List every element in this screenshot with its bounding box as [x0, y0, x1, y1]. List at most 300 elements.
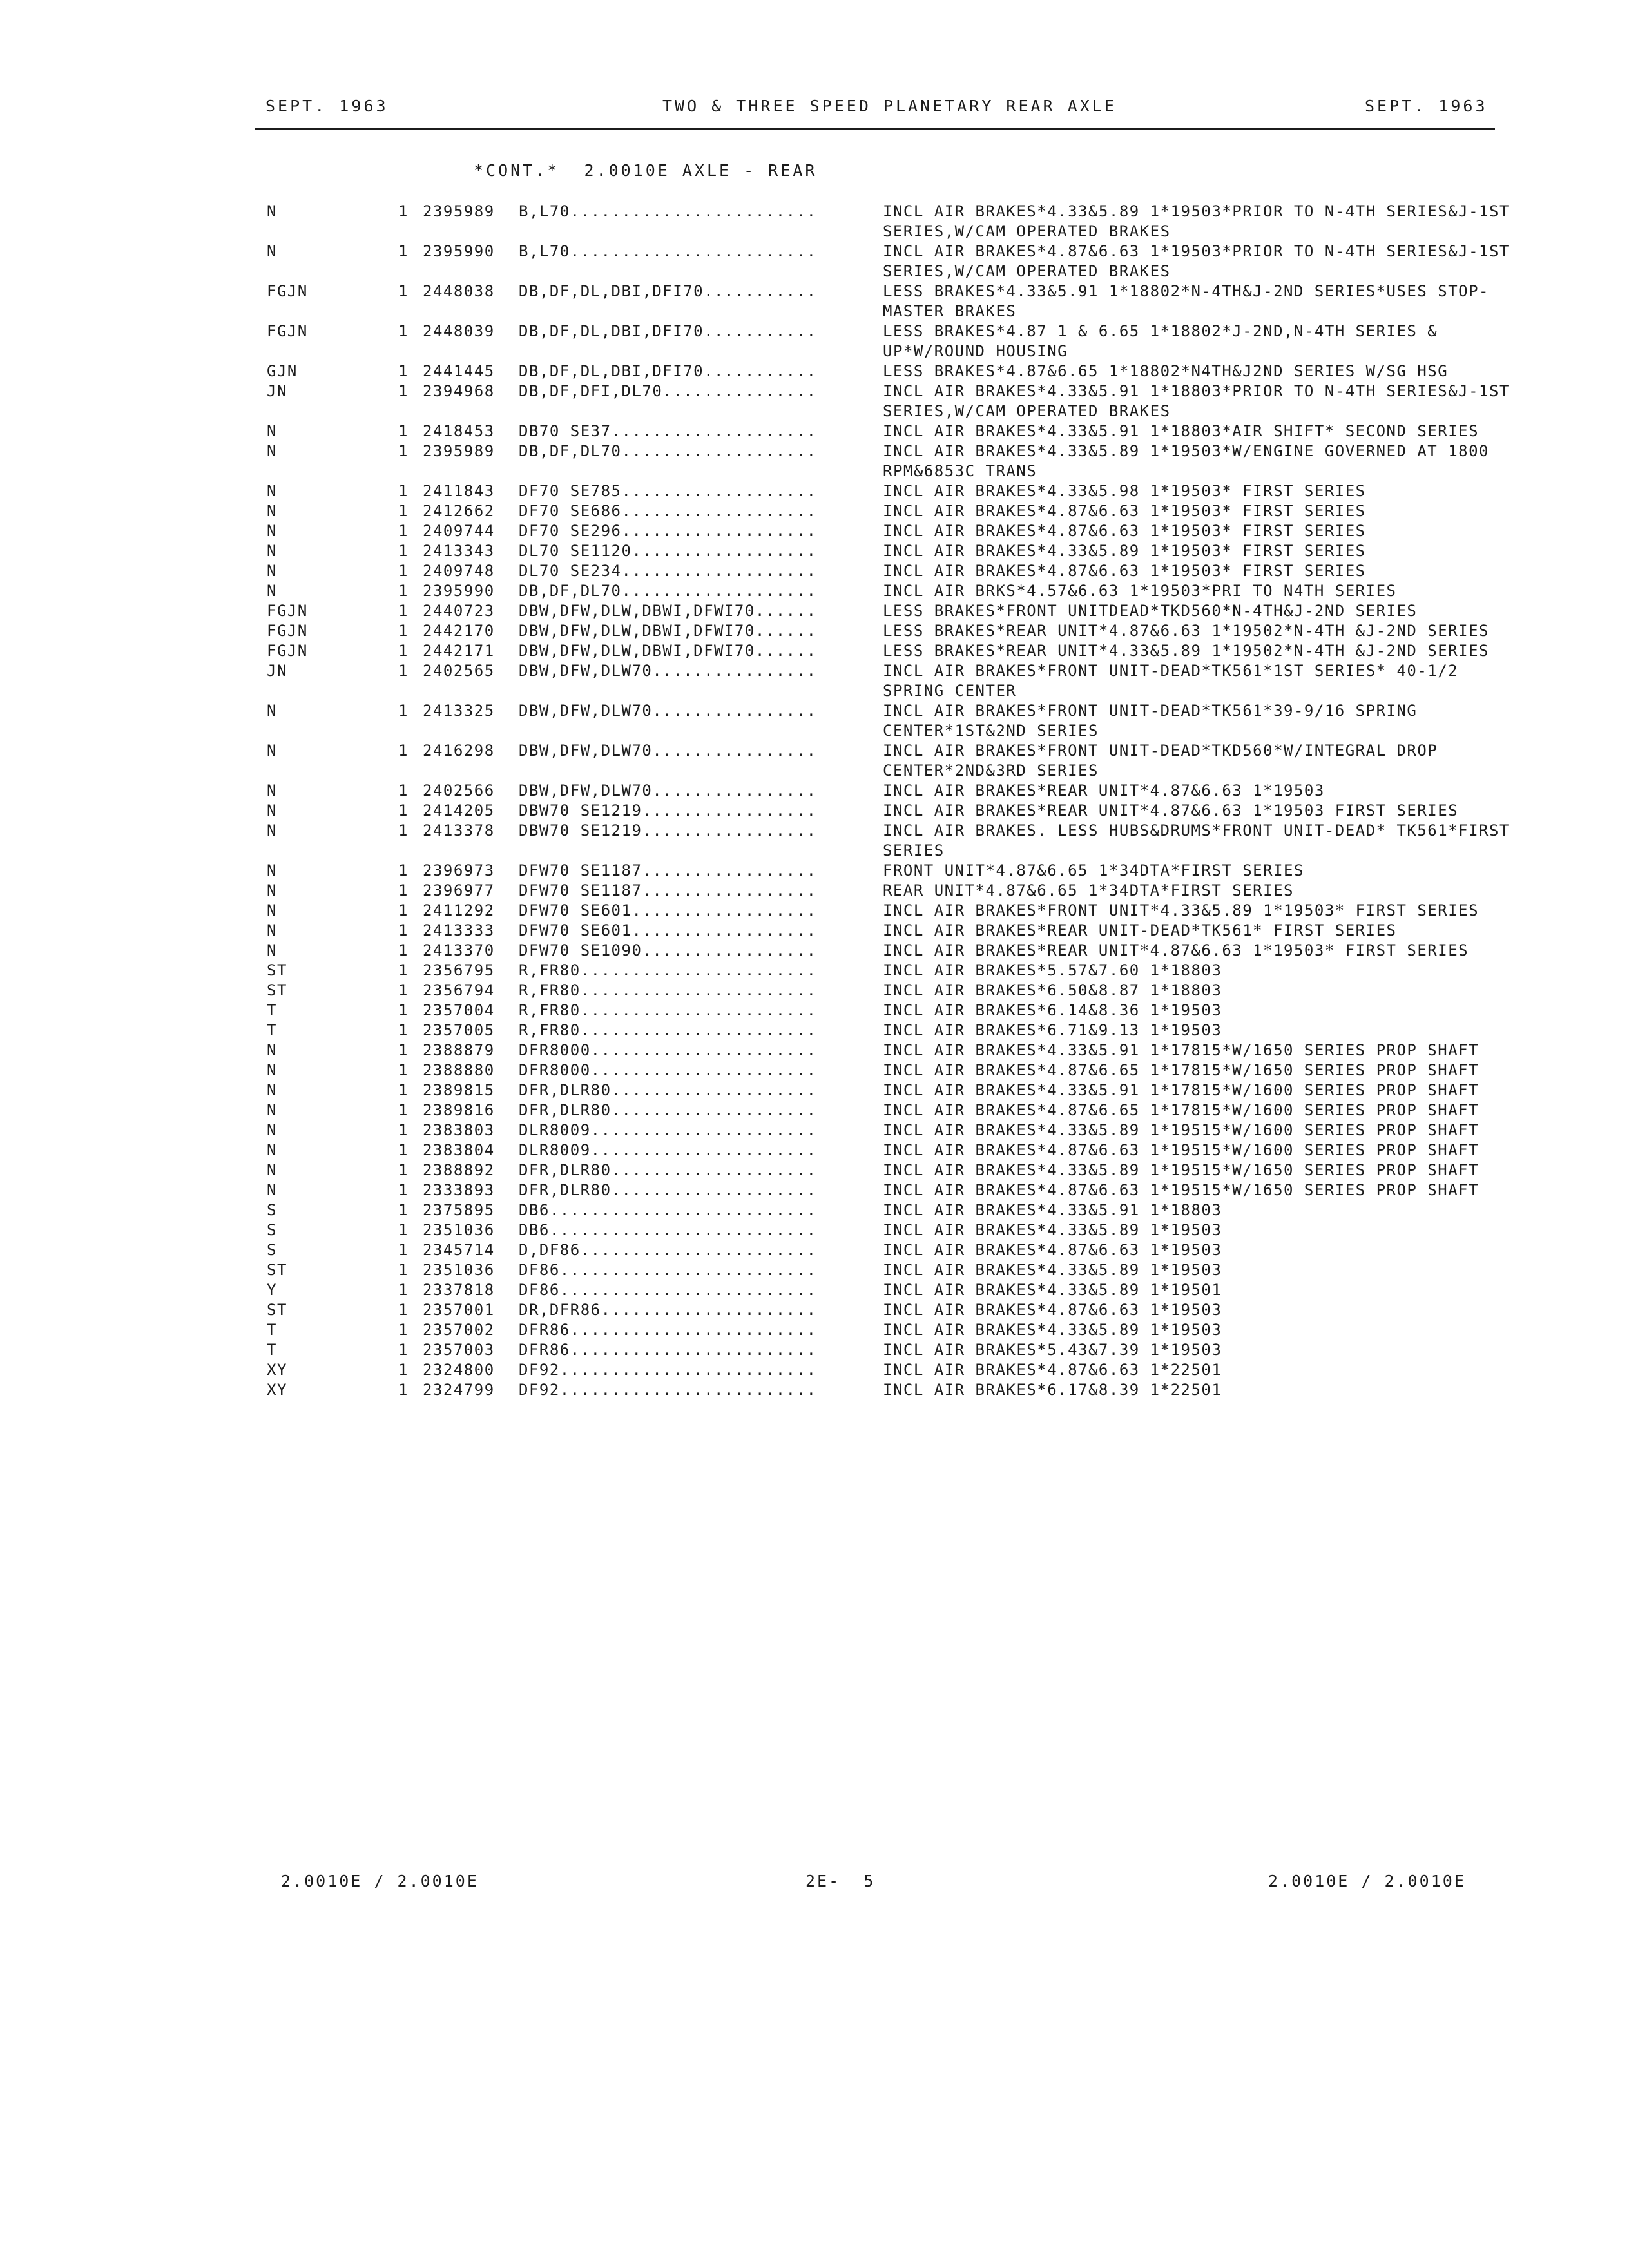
row-description: INCL AIR BRAKES*4.33&5.89 1*19503: [883, 1261, 1222, 1279]
row-model: DL70 SE1120..................: [519, 542, 817, 560]
table-row: [0, 981, 1629, 1001]
row-description: LESS BRAKES*REAR UNIT*4.87&6.63 1*19502*N-4TH &J-2ND SERIES: [883, 622, 1490, 640]
row-quantity: 1: [398, 702, 409, 720]
header-title: TWO & THREE SPEED PLANETARY REAR AXLE: [662, 97, 1117, 115]
row-part-number: 2395989: [423, 202, 495, 220]
row-code: N: [267, 562, 277, 580]
table-row: [0, 1200, 1629, 1220]
row-part-number: 2396977: [423, 881, 495, 899]
row-code: N: [267, 582, 277, 600]
row-model: R,FR80.......................: [519, 1001, 817, 1019]
row-quantity: 1: [398, 782, 409, 800]
row-description: INCL AIR BRAKES*4.33&5.91 1*17815*W/1600 SERIES PROP SHAFT: [883, 1081, 1480, 1099]
row-model: DF92.........................: [519, 1381, 817, 1399]
row-part-number: 2357003: [423, 1341, 495, 1359]
row-description: INCL AIR BRAKES*6.71&9.13 1*19503: [883, 1021, 1222, 1039]
section-title: *CONT.* 2.0010E AXLE - REAR: [474, 161, 818, 180]
table-row: [0, 581, 1629, 601]
row-model: DB6..........................: [519, 1201, 817, 1219]
row-quantity: 1: [398, 1201, 409, 1219]
row-quantity: 1: [398, 202, 409, 220]
row-model: DBW,DFW,DLW70................: [519, 782, 817, 800]
row-description: INCL AIR BRKS*4.57&6.63 1*19503*PRI TO N4TH SERIES: [883, 582, 1397, 600]
row-description: INCL AIR BRAKES*5.57&7.60 1*18803: [883, 961, 1222, 979]
table-row: [0, 1041, 1629, 1061]
row-part-number: 2396973: [423, 861, 495, 879]
parts-list: [0, 202, 1629, 1400]
row-description: LESS BRAKES*4.87 1 & 6.65 1*18802*J-2ND,N-4TH SERIES & UP*W/ROUND HOUSING: [883, 322, 1449, 360]
row-model: DR,DFR86.....................: [519, 1301, 817, 1319]
row-quantity: 1: [398, 482, 409, 500]
row-model: DFR,DLR80....................: [519, 1101, 817, 1119]
table-row: [0, 1240, 1629, 1260]
row-description: INCL AIR BRAKES*4.87&6.63 1*19503* FIRST SERIES: [883, 502, 1366, 520]
row-quantity: 1: [398, 1361, 409, 1379]
row-model: DB,DF,DFI,DL70...............: [519, 382, 817, 400]
table-row: [0, 941, 1629, 961]
row-description: INCL AIR BRAKES*4.87&6.63 1*19503: [883, 1241, 1222, 1259]
footer-right: 2.0010E / 2.0010E: [1268, 1872, 1466, 1890]
row-quantity: 1: [398, 1041, 409, 1059]
row-code: ST: [267, 961, 287, 979]
row-part-number: 2383803: [423, 1121, 495, 1139]
row-code: N: [267, 702, 277, 720]
row-model: DB,DF,DL70...................: [519, 582, 817, 600]
row-part-number: 2389815: [423, 1081, 495, 1099]
row-code: JN: [267, 662, 287, 680]
table-row: [0, 961, 1629, 981]
row-code: N: [267, 1041, 277, 1059]
row-description: REAR UNIT*4.87&6.65 1*34DTA*FIRST SERIES: [883, 881, 1294, 899]
row-code: T: [267, 1321, 277, 1339]
row-part-number: 2395990: [423, 582, 495, 600]
row-description: INCL AIR BRAKES*4.87&6.63 1*19515*W/1650 SERIES PROP SHAFT: [883, 1181, 1480, 1199]
table-row: [0, 501, 1629, 521]
row-model: DF86.........................: [519, 1281, 817, 1299]
row-part-number: 2412662: [423, 502, 495, 520]
row-part-number: 2442170: [423, 622, 495, 640]
row-code: N: [267, 822, 277, 840]
row-model: DF92.........................: [519, 1361, 817, 1379]
row-part-number: 2402565: [423, 662, 495, 680]
table-row: [0, 1061, 1629, 1081]
table-row: [0, 601, 1629, 621]
row-part-number: 2411843: [423, 482, 495, 500]
row-quantity: 1: [398, 802, 409, 820]
row-code: N: [267, 941, 277, 959]
header-date-right: SEPT. 1963: [1365, 97, 1488, 115]
row-quantity: 1: [398, 1181, 409, 1199]
row-part-number: 2441445: [423, 362, 495, 380]
row-description: INCL AIR BRAKES*4.33&5.89 1*19503: [883, 1221, 1222, 1239]
row-code: N: [267, 242, 277, 260]
row-code: T: [267, 1341, 277, 1359]
row-part-number: 2413343: [423, 542, 495, 560]
row-quantity: 1: [398, 1161, 409, 1179]
row-quantity: 1: [398, 822, 409, 840]
table-row: [0, 521, 1629, 541]
row-model: DBW70 SE1219.................: [519, 822, 817, 840]
table-row: [0, 481, 1629, 501]
row-model: DFW70 SE1187.................: [519, 861, 817, 879]
row-code: N: [267, 742, 277, 760]
table-row: [0, 1340, 1629, 1360]
table-row: [0, 901, 1629, 921]
row-model: DFW70 SE1090.................: [519, 941, 817, 959]
row-code: N: [267, 861, 277, 879]
row-part-number: 2411292: [423, 901, 495, 919]
row-quantity: 1: [398, 1101, 409, 1119]
row-description: INCL AIR BRAKES*6.17&8.39 1*22501: [883, 1381, 1222, 1399]
row-quantity: 1: [398, 382, 409, 400]
row-quantity: 1: [398, 921, 409, 939]
row-description: INCL AIR BRAKES*4.87&6.63 1*19503* FIRST SERIES: [883, 562, 1366, 580]
row-description: FRONT UNIT*4.87&6.65 1*34DTA*FIRST SERIES: [883, 861, 1304, 879]
row-description: INCL AIR BRAKES*4.33&5.89 1*19515*W/1650 SERIES PROP SHAFT: [883, 1161, 1480, 1179]
row-part-number: 2448039: [423, 322, 495, 340]
row-code: ST: [267, 1261, 287, 1279]
row-description: INCL AIR BRAKES*FRONT UNIT-DEAD*TK561*39-9/16 SPRING CENTER*1ST&2ND SERIES: [883, 702, 1428, 740]
row-quantity: 1: [398, 502, 409, 520]
row-part-number: 2388880: [423, 1061, 495, 1079]
row-description: INCL AIR BRAKES*4.33&5.89 1*19503*PRIOR TO N-4TH SERIES&J-1ST SERIES,W/CAM OPERATED BRAKES: [883, 202, 1520, 240]
row-code: N: [267, 1161, 277, 1179]
row-part-number: 2395990: [423, 242, 495, 260]
row-code: S: [267, 1201, 277, 1219]
row-part-number: 2413370: [423, 941, 495, 959]
table-row: [0, 541, 1629, 561]
table-row: [0, 322, 1629, 361]
row-part-number: 2413378: [423, 822, 495, 840]
row-part-number: 2416298: [423, 742, 495, 760]
table-row: [0, 921, 1629, 941]
table-row: [0, 1220, 1629, 1240]
row-part-number: 2395989: [423, 442, 495, 460]
row-model: DBW,DFW,DLW70................: [519, 742, 817, 760]
row-part-number: 2413325: [423, 702, 495, 720]
row-code: N: [267, 502, 277, 520]
row-part-number: 2442171: [423, 642, 495, 660]
row-quantity: 1: [398, 961, 409, 979]
table-row: [0, 821, 1629, 861]
row-part-number: 2383804: [423, 1141, 495, 1159]
row-part-number: 2418453: [423, 422, 495, 440]
row-part-number: 2351036: [423, 1221, 495, 1239]
row-description: INCL AIR BRAKES*FRONT UNIT*4.33&5.89 1*19503* FIRST SERIES: [883, 901, 1480, 919]
row-code: N: [267, 1101, 277, 1119]
table-row: [0, 801, 1629, 821]
row-part-number: 2357004: [423, 1001, 495, 1019]
row-code: FGJN: [267, 322, 308, 340]
row-description: INCL AIR BRAKES*4.87&6.63 1*19503*PRIOR TO N-4TH SERIES&J-1ST SERIES,W/CAM OPERATED BRAKES: [883, 242, 1520, 280]
row-code: N: [267, 1141, 277, 1159]
table-row: [0, 1260, 1629, 1280]
row-model: R,FR80.......................: [519, 981, 817, 999]
row-model: DBW,DFW,DLW,DBWI,DFWI70......: [519, 602, 817, 620]
table-row: [0, 1021, 1629, 1041]
row-quantity: 1: [398, 1021, 409, 1039]
row-code: N: [267, 422, 277, 440]
row-quantity: 1: [398, 422, 409, 440]
row-description: INCL AIR BRAKES*5.43&7.39 1*19503: [883, 1341, 1222, 1359]
row-description: INCL AIR BRAKES*4.33&5.89 1*19515*W/1600 SERIES PROP SHAFT: [883, 1121, 1480, 1139]
row-code: S: [267, 1221, 277, 1239]
row-code: T: [267, 1001, 277, 1019]
table-row: [0, 701, 1629, 741]
row-part-number: 2357001: [423, 1301, 495, 1319]
row-code: FGJN: [267, 622, 308, 640]
row-code: XY: [267, 1381, 287, 1399]
row-model: DFW70 SE601..................: [519, 921, 817, 939]
table-row: [0, 1140, 1629, 1160]
row-quantity: 1: [398, 1281, 409, 1299]
row-quantity: 1: [398, 881, 409, 899]
row-description: INCL AIR BRAKES*4.33&5.91 1*18803*PRIOR TO N-4TH SERIES&J-1ST SERIES,W/CAM OPERATED BRAKES: [883, 382, 1520, 420]
row-description: INCL AIR BRAKES*4.87&6.63 1*19515*W/1600 SERIES PROP SHAFT: [883, 1141, 1480, 1159]
row-part-number: 2413333: [423, 921, 495, 939]
row-description: INCL AIR BRAKES*6.14&8.36 1*19503: [883, 1001, 1222, 1019]
row-model: DBW,DFW,DLW,DBWI,DFWI70......: [519, 642, 817, 660]
row-model: DBW,DFW,DLW,DBWI,DFWI70......: [519, 622, 817, 640]
row-quantity: 1: [398, 1321, 409, 1339]
row-quantity: 1: [398, 582, 409, 600]
row-model: DFR,DLR80....................: [519, 1161, 817, 1179]
row-description: INCL AIR BRAKES*6.50&8.87 1*18803: [883, 981, 1222, 999]
row-quantity: 1: [398, 622, 409, 640]
row-model: DFR8000......................: [519, 1041, 817, 1059]
row-description: INCL AIR BRAKES*4.87&6.65 1*17815*W/1650 SERIES PROP SHAFT: [883, 1061, 1480, 1079]
row-quantity: 1: [398, 362, 409, 380]
row-description: LESS BRAKES*4.87&6.65 1*18802*N4TH&J2ND SERIES W/SG HSG: [883, 362, 1449, 380]
row-model: B,L70........................: [519, 242, 817, 260]
row-quantity: 1: [398, 1241, 409, 1259]
row-quantity: 1: [398, 522, 409, 540]
row-model: DFR8000......................: [519, 1061, 817, 1079]
row-description: INCL AIR BRAKES*4.33&5.91 1*18803*AIR SHIFT* SECOND SERIES: [883, 422, 1480, 440]
row-quantity: 1: [398, 442, 409, 460]
row-model: DLR8009......................: [519, 1141, 817, 1159]
table-row: [0, 421, 1629, 441]
row-code: XY: [267, 1361, 287, 1379]
row-model: DF86.........................: [519, 1261, 817, 1279]
row-description: INCL AIR BRAKES*FRONT UNIT-DEAD*TK561*1ST SERIES* 40-1/2 SPRING CENTER: [883, 662, 1469, 700]
row-part-number: 2356795: [423, 961, 495, 979]
row-quantity: 1: [398, 1381, 409, 1399]
row-model: DFW70 SE1187.................: [519, 881, 817, 899]
row-model: DB6..........................: [519, 1221, 817, 1239]
row-description: INCL AIR BRAKES*4.33&5.91 1*18803: [883, 1201, 1222, 1219]
row-code: N: [267, 921, 277, 939]
row-quantity: 1: [398, 1221, 409, 1239]
table-row: [0, 561, 1629, 581]
row-part-number: 2333893: [423, 1181, 495, 1199]
page-number: 2E- 5: [805, 1872, 876, 1890]
row-quantity: 1: [398, 1081, 409, 1099]
row-model: DFR,DLR80....................: [519, 1181, 817, 1199]
row-description: INCL AIR BRAKES*4.87&6.63 1*22501: [883, 1361, 1222, 1379]
row-description: INCL AIR BRAKES*4.33&5.91 1*17815*W/1650 SERIES PROP SHAFT: [883, 1041, 1480, 1059]
row-code: FGJN: [267, 282, 308, 300]
row-model: DB,DF,DL70...................: [519, 442, 817, 460]
row-model: DB,DF,DL,DBI,DFI70...........: [519, 282, 817, 300]
table-row: [0, 621, 1629, 641]
row-part-number: 2351036: [423, 1261, 495, 1279]
row-code: N: [267, 1061, 277, 1079]
row-description: INCL AIR BRAKES*FRONT UNIT-DEAD*TKD560*W/INTEGRAL DROP CENTER*2ND&3RD SERIES: [883, 742, 1449, 780]
row-model: DF70 SE686...................: [519, 502, 817, 520]
row-model: B,L70........................: [519, 202, 817, 220]
table-row: [0, 1160, 1629, 1180]
row-code: N: [267, 782, 277, 800]
row-part-number: 2356794: [423, 981, 495, 999]
row-model: R,FR80.......................: [519, 1021, 817, 1039]
row-quantity: 1: [398, 1141, 409, 1159]
table-row: [0, 1380, 1629, 1400]
row-quantity: 1: [398, 1061, 409, 1079]
row-description: LESS BRAKES*REAR UNIT*4.33&5.89 1*19502*N-4TH &J-2ND SERIES: [883, 642, 1490, 660]
row-model: DFR,DLR80....................: [519, 1081, 817, 1099]
table-row: [0, 661, 1629, 701]
row-description: LESS BRAKES*4.33&5.91 1*18802*N-4TH&J-2ND SERIES*USES STOP-MASTER BRAKES: [883, 282, 1490, 320]
table-row: [0, 441, 1629, 481]
row-code: N: [267, 442, 277, 460]
row-part-number: 2324799: [423, 1381, 495, 1399]
row-part-number: 2448038: [423, 282, 495, 300]
row-quantity: 1: [398, 602, 409, 620]
table-row: [0, 242, 1629, 282]
row-code: N: [267, 1181, 277, 1199]
row-description: INCL AIR BRAKES*REAR UNIT*4.87&6.63 1*19503 FIRST SERIES: [883, 802, 1459, 820]
row-part-number: 2409744: [423, 522, 495, 540]
row-code: FGJN: [267, 642, 308, 660]
row-part-number: 2388879: [423, 1041, 495, 1059]
row-description: INCL AIR BRAKES*4.33&5.89 1*19503* FIRST SERIES: [883, 542, 1366, 560]
row-description: INCL AIR BRAKES*4.87&6.65 1*17815*W/1600 SERIES PROP SHAFT: [883, 1101, 1480, 1119]
row-part-number: 2440723: [423, 602, 495, 620]
table-row: [0, 1300, 1629, 1320]
row-code: ST: [267, 981, 287, 999]
row-code: N: [267, 1081, 277, 1099]
row-part-number: 2409748: [423, 562, 495, 580]
row-code: N: [267, 522, 277, 540]
row-description: INCL AIR BRAKES*REAR UNIT*4.87&6.63 1*19503: [883, 782, 1325, 800]
row-model: DB70 SE37....................: [519, 422, 817, 440]
header-rule: [255, 128, 1495, 130]
table-row: [0, 781, 1629, 801]
row-model: DFR86........................: [519, 1321, 817, 1339]
header-date-left: SEPT. 1963: [265, 97, 389, 115]
table-row: [0, 1320, 1629, 1340]
row-model: DFR86........................: [519, 1341, 817, 1359]
row-quantity: 1: [398, 742, 409, 760]
row-code: ST: [267, 1301, 287, 1319]
table-row: [0, 1180, 1629, 1200]
row-part-number: 2375895: [423, 1201, 495, 1219]
row-description: INCL AIR BRAKES*REAR UNIT*4.87&6.63 1*19503* FIRST SERIES: [883, 941, 1469, 959]
row-quantity: 1: [398, 901, 409, 919]
row-description: INCL AIR BRAKES*4.87&6.63 1*19503* FIRST SERIES: [883, 522, 1366, 540]
table-row: [0, 1081, 1629, 1100]
row-quantity: 1: [398, 1001, 409, 1019]
row-quantity: 1: [398, 981, 409, 999]
row-description: INCL AIR BRAKES*4.33&5.89 1*19503: [883, 1321, 1222, 1339]
row-description: INCL AIR BRAKES. LESS HUBS&DRUMS*FRONT UNIT-DEAD* TK561*FIRST SERIES: [883, 822, 1520, 860]
row-quantity: 1: [398, 282, 409, 300]
row-model: DB,DF,DL,DBI,DFI70...........: [519, 362, 817, 380]
row-code: S: [267, 1241, 277, 1259]
table-row: [0, 202, 1629, 242]
row-model: DBW,DFW,DLW70................: [519, 662, 817, 680]
row-code: Y: [267, 1281, 277, 1299]
table-row: [0, 1280, 1629, 1300]
table-row: [0, 1100, 1629, 1120]
row-part-number: 2394968: [423, 382, 495, 400]
row-model: DF70 SE296...................: [519, 522, 817, 540]
table-row: [0, 641, 1629, 661]
table-row: [0, 1001, 1629, 1021]
row-code: N: [267, 802, 277, 820]
row-part-number: 2402566: [423, 782, 495, 800]
row-model: DLR8009......................: [519, 1121, 817, 1139]
row-part-number: 2345714: [423, 1241, 495, 1259]
table-row: [0, 361, 1629, 381]
row-code: N: [267, 1121, 277, 1139]
row-quantity: 1: [398, 1301, 409, 1319]
row-quantity: 1: [398, 642, 409, 660]
row-quantity: 1: [398, 242, 409, 260]
row-model: DB,DF,DL,DBI,DFI70...........: [519, 322, 817, 340]
row-code: N: [267, 542, 277, 560]
row-description: INCL AIR BRAKES*4.33&5.98 1*19503* FIRST SERIES: [883, 482, 1366, 500]
row-model: D,DF86.......................: [519, 1241, 817, 1259]
row-model: R,FR80.......................: [519, 961, 817, 979]
row-code: JN: [267, 382, 287, 400]
row-quantity: 1: [398, 322, 409, 340]
table-row: [0, 381, 1629, 421]
row-model: DFW70 SE601..................: [519, 901, 817, 919]
row-code: N: [267, 881, 277, 899]
row-quantity: 1: [398, 1121, 409, 1139]
row-quantity: 1: [398, 562, 409, 580]
row-model: DBW,DFW,DLW70................: [519, 702, 817, 720]
row-part-number: 2337818: [423, 1281, 495, 1299]
table-row: [0, 1120, 1629, 1140]
row-code: N: [267, 482, 277, 500]
table-row: [0, 881, 1629, 901]
row-part-number: 2414205: [423, 802, 495, 820]
row-code: N: [267, 202, 277, 220]
table-row: [0, 741, 1629, 781]
row-model: DL70 SE234...................: [519, 562, 817, 580]
table-row: [0, 282, 1629, 322]
row-description: INCL AIR BRAKES*4.87&6.63 1*19503: [883, 1301, 1222, 1319]
row-quantity: 1: [398, 662, 409, 680]
row-model: DBW70 SE1219.................: [519, 802, 817, 820]
footer-left: 2.0010E / 2.0010E: [281, 1872, 479, 1890]
row-model: DF70 SE785...................: [519, 482, 817, 500]
row-quantity: 1: [398, 861, 409, 879]
row-quantity: 1: [398, 941, 409, 959]
row-part-number: 2357002: [423, 1321, 495, 1339]
row-quantity: 1: [398, 1261, 409, 1279]
row-part-number: 2324800: [423, 1361, 495, 1379]
row-code: N: [267, 901, 277, 919]
table-row: [0, 861, 1629, 881]
row-description: INCL AIR BRAKES*REAR UNIT-DEAD*TK561* FIRST SERIES: [883, 921, 1397, 939]
row-code: T: [267, 1021, 277, 1039]
table-row: [0, 1360, 1629, 1380]
row-description: INCL AIR BRAKES*4.33&5.89 1*19503*W/ENGINE GOVERNED AT 1800 RPM&6853C TRANS: [883, 442, 1499, 480]
